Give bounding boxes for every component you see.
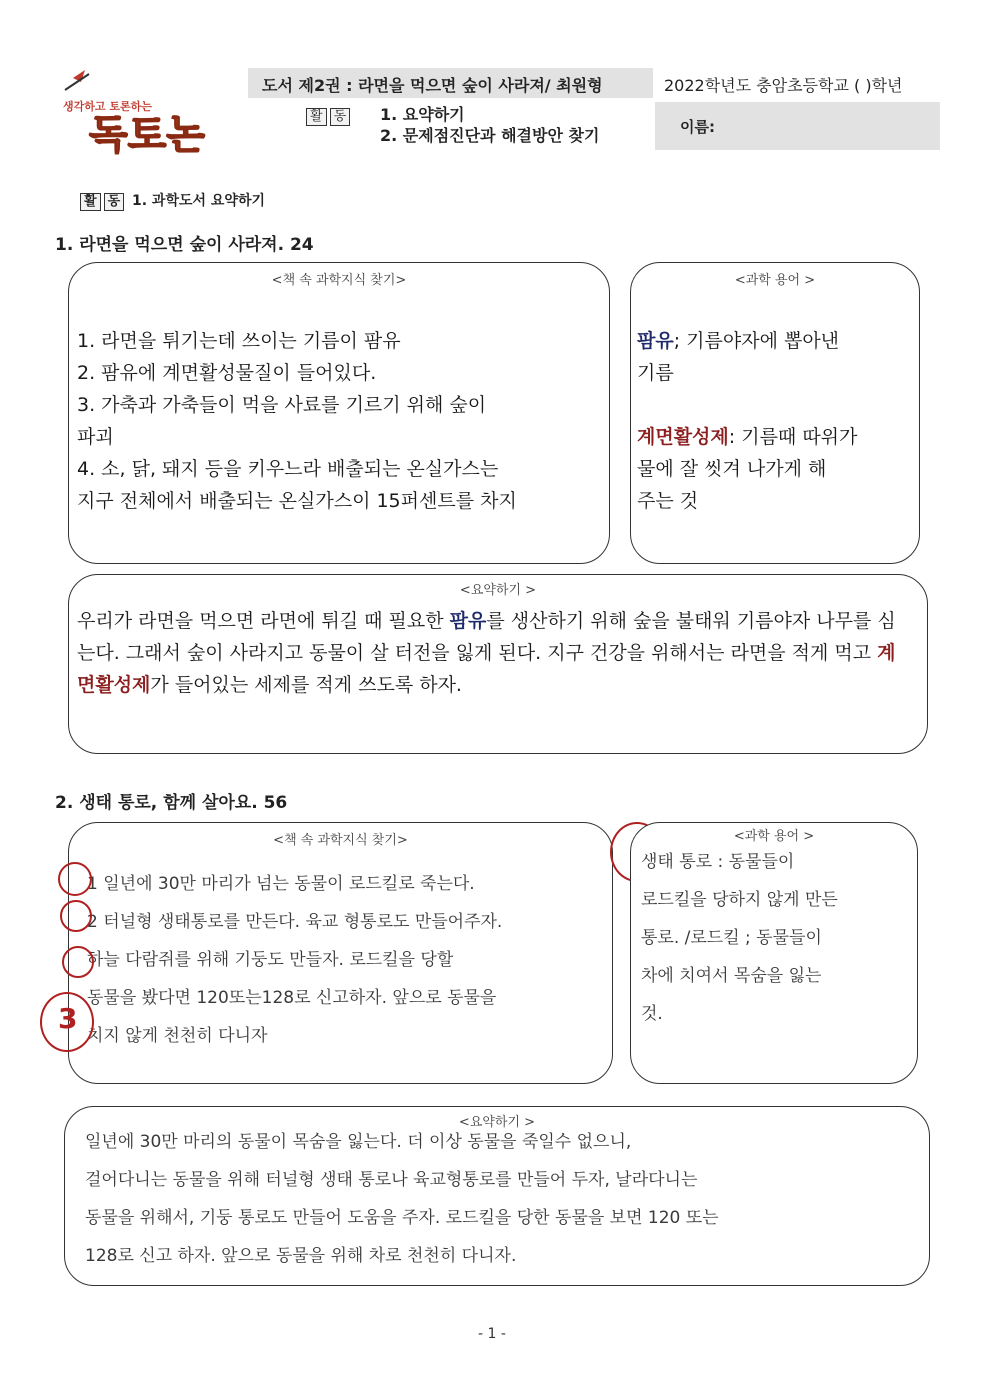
summary-line: 동물을 위해서, 기둥 통로도 만들어 도움을 주자. 로드킬을 당한 동물을 보면 120 또는: [85, 1208, 719, 1228]
section1-summary-head: <요약하기 >: [459, 583, 537, 598]
knowledge-line: 동물을 봤다면 120또는128로 신고하자. 앞으로 동물을: [87, 988, 497, 1008]
knowledge-line: 2. 팜유에 계면활성물질이 들어있다.: [77, 362, 377, 384]
knowledge-line: 하늘 다람쥐를 위해 기둥도 만들자. 로드킬을 당할: [87, 950, 454, 970]
summary-line: 128로 신고 하자. 앞으로 동물을 위해 차로 천천히 다니자.: [85, 1246, 517, 1266]
term-surfactant: 계면활성제: [637, 426, 729, 448]
term-palm-oil-def-2: 기름: [637, 362, 674, 384]
knowledge-line: 4. 소, 닭, 돼지 등을 키우느라 배출되는 온실가스는: [77, 458, 499, 480]
summary-part: 우리가 라면을 먹으면 라면에 튀길 때 필요한: [77, 610, 450, 632]
section1-knowledge-text: [77, 325, 517, 517]
activity1-label: [80, 190, 265, 211]
summary-term-palm-oil: 팜유: [449, 610, 487, 632]
term-palm-oil: 팜유: [637, 330, 674, 352]
terms-line: 것.: [641, 1004, 663, 1024]
section1-summary-box: [68, 574, 928, 754]
check-circle-icon: [58, 862, 92, 896]
section1-summary-text: [77, 605, 913, 701]
section2-terms-box: [630, 822, 918, 1084]
check-circle-icon: [60, 900, 92, 932]
section2-knowledge-box: [68, 822, 613, 1084]
activity-item-1: 1. 요약하기: [380, 105, 465, 124]
terms-line: 생태 통로 : 동물들이: [641, 852, 795, 872]
section1-terms-text: [637, 325, 915, 517]
book-title: 도서 제2권 : 라면을 먹으면 숲이 사라져/ 최원형: [262, 76, 603, 95]
knowledge-line: 파괴: [77, 426, 114, 448]
name-label: 이름:: [680, 118, 715, 136]
knowledge-line: 치지 않게 천천히 다니자: [87, 1026, 268, 1046]
knowledge-line: 1 일년에 30만 마리가 넘는 동물이 로드킬로 죽는다.: [87, 874, 475, 894]
section2-title: 2. 생태 통로, 함께 살아요. 56: [55, 793, 288, 813]
term-surfactant-def-3: 주는 것: [637, 490, 699, 512]
check-circle-icon: [62, 946, 94, 978]
act1-text: 1. 과학도서 요약하기: [132, 193, 265, 209]
terms-line: 로드킬을 당하지 않게 만든: [641, 890, 838, 910]
section1-title: 1. 라면을 먹으면 숲이 사라져. 24: [55, 235, 314, 255]
term-surfactant-def: : 기름때 따위가: [728, 426, 858, 448]
logo-text: 독토논: [89, 112, 205, 158]
section2-knowledge-head: <책 속 과학지식 찾기>: [273, 833, 408, 848]
tag-char-1: 활: [306, 108, 327, 126]
school-info: 2022학년도 충암초등학교 ( )학년: [664, 76, 903, 95]
logo-subtitle: 생각하고 토론하는: [63, 100, 152, 113]
act1-tag-1: 활: [80, 193, 101, 211]
section1-knowledge-head: <책 속 과학지식 찾기>: [271, 273, 407, 288]
dokdon-logo: [55, 60, 235, 180]
section2-summary-head: <요약하기 >: [458, 1115, 536, 1130]
section1-knowledge-box: [68, 262, 610, 564]
knowledge-line: 2 터널형 생태통로를 만든다. 육교 형통로도 만들어주자.: [87, 912, 503, 932]
knowledge-line: 3. 가축과 가축들이 먹을 사료를 기르기 위해 숲이: [77, 394, 487, 416]
section2-knowledge-text: [87, 865, 612, 1055]
section1-terms-head: <과학 용어 >: [734, 273, 816, 288]
terms-line: 차에 치여서 목숨을 잃는: [641, 966, 822, 986]
activity-tag: [306, 108, 353, 126]
summary-line: 걸어다니는 동물을 위해 터널형 생태 통로나 육교형통로를 만들어 두자, 날라다니는: [85, 1170, 698, 1190]
knowledge-line: 1. 라면을 튀기는데 쓰이는 기름이 팜유: [77, 330, 401, 352]
term-palm-oil-def: ; 기름야자에 뽑아낸: [673, 330, 840, 352]
knowledge-line: 지구 전체에서 배출되는 온실가스이 15퍼센트를 차지: [77, 490, 517, 512]
section1-terms-box: [630, 262, 920, 564]
tag-char-2: 동: [330, 108, 351, 126]
summary-part: 가 들어있는 세제를 적게 쓰도록 하자.: [150, 674, 462, 696]
margin-mark: 3: [58, 1002, 78, 1035]
terms-line: 통로. /로드킬 ; 동물들이: [641, 928, 822, 948]
summary-part: 를 생산하기 위해 숲을 불태워 기름야자 나무를 심는다. 그래서 숲이 사라지고 동물이 살 터전을 잃게 된다. 지구 건강을 위해서는 라면을 적게 먹고: [77, 610, 896, 664]
section2-summary-text: [85, 1123, 921, 1275]
section2-terms-text: [641, 843, 913, 1033]
summary-line: 일년에 30만 마리의 동물이 목숨을 잃는다. 더 이상 동물을 죽일수 없으니,: [85, 1132, 632, 1152]
activity-items: [380, 104, 599, 146]
act1-tag-2: 동: [104, 193, 125, 211]
section2-terms-head: <과학 용어 >: [733, 829, 815, 844]
page-number: - 1 -: [478, 1326, 506, 1342]
term-surfactant-def-2: 물에 잘 씻겨 나가게 해: [637, 458, 827, 480]
summary-term-surfactant: 계면활성제: [77, 642, 896, 696]
activity-item-2: 2. 문제점진단과 해결방안 찾기: [380, 126, 600, 145]
section2-summary-box: [64, 1106, 930, 1286]
